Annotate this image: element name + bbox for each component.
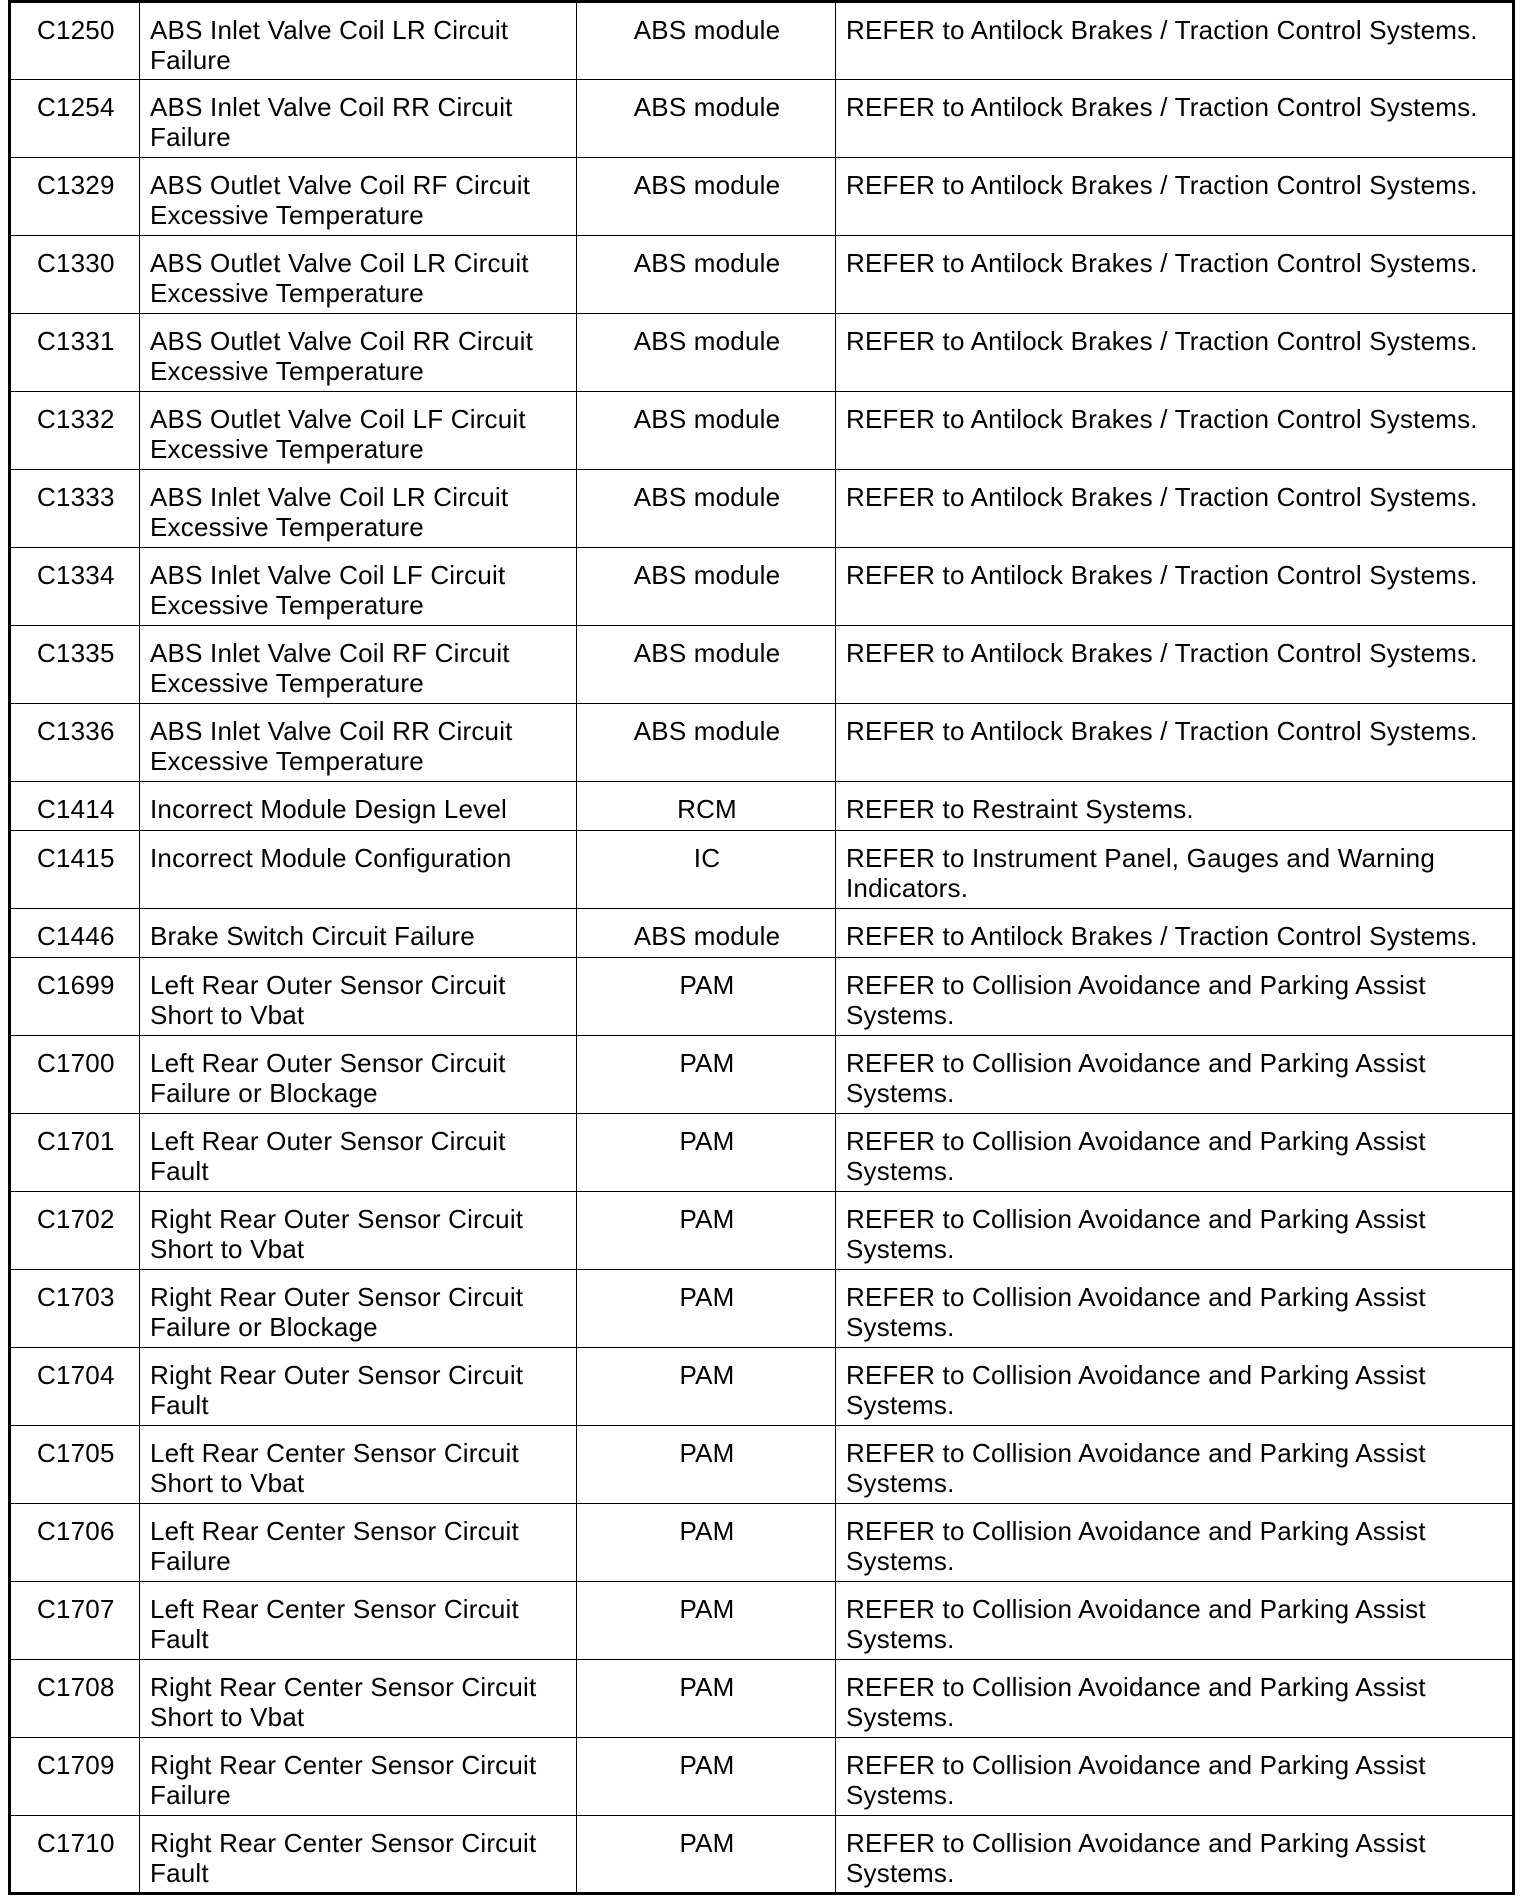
dtc-module-cell: PAM [577,1660,836,1738]
table-row [10,548,1514,626]
table-row [10,1348,1514,1426]
dtc-action-cell: REFER to Collision Avoidance and Parking Assist Systems. [836,1816,1514,1894]
dtc-description-cell: ABS Inlet Valve Coil RR Circuit Excessive Temperature [140,704,577,782]
table-row [10,1582,1514,1660]
dtc-module-cell: ABS module [577,548,836,626]
dtc-action-cell: REFER to Antilock Brakes / Traction Control Systems. [836,470,1514,548]
table-row [10,392,1514,470]
dtc-code-cell: C1707 [10,1582,140,1660]
dtc-description-cell: Right Rear Center Sensor Circuit Short to Vbat [140,1660,577,1738]
dtc-description-cell: Left Rear Outer Sensor Circuit Failure or Blockage [140,1036,577,1114]
dtc-description-cell: Left Rear Center Sensor Circuit Fault [140,1582,577,1660]
dtc-module-cell: ABS module [577,909,836,958]
dtc-description-cell: Right Rear Center Sensor Circuit Failure [140,1738,577,1816]
dtc-description-cell: Incorrect Module Configuration [140,831,577,909]
table-row [10,1504,1514,1582]
dtc-code-cell: C1250 [10,2,140,80]
dtc-action-cell: REFER to Antilock Brakes / Traction Control Systems. [836,314,1514,392]
dtc-description-cell: ABS Inlet Valve Coil RF Circuit Excessive Temperature [140,626,577,704]
dtc-module-cell: PAM [577,1114,836,1192]
dtc-module-cell: ABS module [577,470,836,548]
dtc-description-cell: ABS Outlet Valve Coil LR Circuit Excessive Temperature [140,236,577,314]
dtc-action-cell: REFER to Collision Avoidance and Parking Assist Systems. [836,1270,1514,1348]
table-row [10,158,1514,236]
dtc-description-cell: Left Rear Center Sensor Circuit Failure [140,1504,577,1582]
table-row [10,1114,1514,1192]
dtc-description-cell: Right Rear Outer Sensor Circuit Short to Vbat [140,1192,577,1270]
dtc-description-cell: Left Rear Outer Sensor Circuit Short to Vbat [140,958,577,1036]
dtc-description-cell: Left Rear Outer Sensor Circuit Fault [140,1114,577,1192]
dtc-action-cell: REFER to Collision Avoidance and Parking Assist Systems. [836,1036,1514,1114]
dtc-action-cell: REFER to Collision Avoidance and Parking Assist Systems. [836,958,1514,1036]
dtc-code-cell: C1702 [10,1192,140,1270]
table-row [10,1270,1514,1348]
dtc-code-cell: C1705 [10,1426,140,1504]
dtc-code-cell: C1415 [10,831,140,909]
dtc-action-cell: REFER to Collision Avoidance and Parking Assist Systems. [836,1504,1514,1582]
dtc-code-cell: C1336 [10,704,140,782]
dtc-code-cell: C1414 [10,782,140,831]
dtc-module-cell: PAM [577,1738,836,1816]
dtc-code-cell: C1704 [10,1348,140,1426]
dtc-action-cell: REFER to Instrument Panel, Gauges and Warning Indicators. [836,831,1514,909]
table-row [10,958,1514,1036]
dtc-code-cell: C1709 [10,1738,140,1816]
dtc-module-cell: PAM [577,1270,836,1348]
dtc-module-cell: PAM [577,1036,836,1114]
dtc-action-cell: REFER to Antilock Brakes / Traction Control Systems. [836,236,1514,314]
dtc-action-cell: REFER to Antilock Brakes / Traction Control Systems. [836,2,1514,80]
dtc-module-cell: PAM [577,1582,836,1660]
dtc-action-cell: REFER to Antilock Brakes / Traction Control Systems. [836,80,1514,158]
dtc-module-cell: PAM [577,1192,836,1270]
dtc-action-cell: REFER to Collision Avoidance and Parking Assist Systems. [836,1114,1514,1192]
dtc-description-cell: Right Rear Outer Sensor Circuit Fault [140,1348,577,1426]
dtc-module-cell: ABS module [577,704,836,782]
dtc-code-cell: C1333 [10,470,140,548]
table-row [10,626,1514,704]
dtc-action-cell: REFER to Antilock Brakes / Traction Control Systems. [836,158,1514,236]
table-row [10,782,1514,831]
dtc-module-cell: ABS module [577,236,836,314]
table-row [10,909,1514,958]
table-row [10,2,1514,80]
table-row [10,1036,1514,1114]
dtc-code-cell: C1254 [10,80,140,158]
table-row [10,314,1514,392]
dtc-code-cell: C1706 [10,1504,140,1582]
dtc-code-cell: C1332 [10,392,140,470]
dtc-code-cell: C1330 [10,236,140,314]
table-row [10,236,1514,314]
dtc-code-cell: C1699 [10,958,140,1036]
dtc-code-cell: C1703 [10,1270,140,1348]
dtc-code-cell: C1446 [10,909,140,958]
table-row [10,470,1514,548]
table-row [10,831,1514,909]
dtc-description-cell: ABS Outlet Valve Coil LF Circuit Excessive Temperature [140,392,577,470]
dtc-description-cell: ABS Inlet Valve Coil LF Circuit Excessive Temperature [140,548,577,626]
table-row [10,704,1514,782]
dtc-code-cell: C1331 [10,314,140,392]
dtc-description-cell: Left Rear Center Sensor Circuit Short to Vbat [140,1426,577,1504]
dtc-code-cell: C1710 [10,1816,140,1894]
table-row [10,1660,1514,1738]
dtc-action-cell: REFER to Collision Avoidance and Parking Assist Systems. [836,1348,1514,1426]
dtc-module-cell: IC [577,831,836,909]
dtc-module-cell: PAM [577,1816,836,1894]
dtc-code-cell: C1708 [10,1660,140,1738]
dtc-code-cell: C1700 [10,1036,140,1114]
dtc-table-body [10,2,1514,1894]
dtc-description-cell: ABS Inlet Valve Coil LR Circuit Excessive Temperature [140,470,577,548]
dtc-table [8,0,1515,1895]
dtc-module-cell: ABS module [577,314,836,392]
dtc-module-cell: ABS module [577,80,836,158]
table-row [10,1192,1514,1270]
dtc-action-cell: REFER to Restraint Systems. [836,782,1514,831]
dtc-module-cell: ABS module [577,2,836,80]
dtc-action-cell: REFER to Collision Avoidance and Parking Assist Systems. [836,1738,1514,1816]
table-row [10,80,1514,158]
dtc-code-cell: C1334 [10,548,140,626]
dtc-code-cell: C1329 [10,158,140,236]
dtc-description-cell: ABS Outlet Valve Coil RR Circuit Excessive Temperature [140,314,577,392]
table-row [10,1738,1514,1816]
dtc-action-cell: REFER to Collision Avoidance and Parking Assist Systems. [836,1192,1514,1270]
dtc-description-cell: Right Rear Center Sensor Circuit Fault [140,1816,577,1894]
dtc-module-cell: PAM [577,958,836,1036]
dtc-description-cell: Incorrect Module Design Level [140,782,577,831]
table-row [10,1426,1514,1504]
dtc-description-cell: ABS Outlet Valve Coil RF Circuit Excessive Temperature [140,158,577,236]
dtc-description-cell: ABS Inlet Valve Coil LR Circuit Failure [140,2,577,80]
dtc-code-cell: C1335 [10,626,140,704]
dtc-description-cell: Brake Switch Circuit Failure [140,909,577,958]
dtc-module-cell: ABS module [577,626,836,704]
dtc-module-cell: ABS module [577,392,836,470]
dtc-code-cell: C1701 [10,1114,140,1192]
dtc-module-cell: PAM [577,1504,836,1582]
dtc-module-cell: PAM [577,1348,836,1426]
dtc-action-cell: REFER to Antilock Brakes / Traction Control Systems. [836,392,1514,470]
dtc-module-cell: RCM [577,782,836,831]
dtc-module-cell: PAM [577,1426,836,1504]
dtc-action-cell: REFER to Antilock Brakes / Traction Control Systems. [836,704,1514,782]
dtc-action-cell: REFER to Antilock Brakes / Traction Control Systems. [836,626,1514,704]
dtc-action-cell: REFER to Antilock Brakes / Traction Control Systems. [836,548,1514,626]
dtc-description-cell: ABS Inlet Valve Coil RR Circuit Failure [140,80,577,158]
dtc-description-cell: Right Rear Outer Sensor Circuit Failure or Blockage [140,1270,577,1348]
dtc-module-cell: ABS module [577,158,836,236]
dtc-action-cell: REFER to Collision Avoidance and Parking Assist Systems. [836,1660,1514,1738]
dtc-action-cell: REFER to Collision Avoidance and Parking Assist Systems. [836,1582,1514,1660]
dtc-action-cell: REFER to Collision Avoidance and Parking Assist Systems. [836,1426,1514,1504]
table-row [10,1816,1514,1894]
dtc-action-cell: REFER to Antilock Brakes / Traction Control Systems. [836,909,1514,958]
